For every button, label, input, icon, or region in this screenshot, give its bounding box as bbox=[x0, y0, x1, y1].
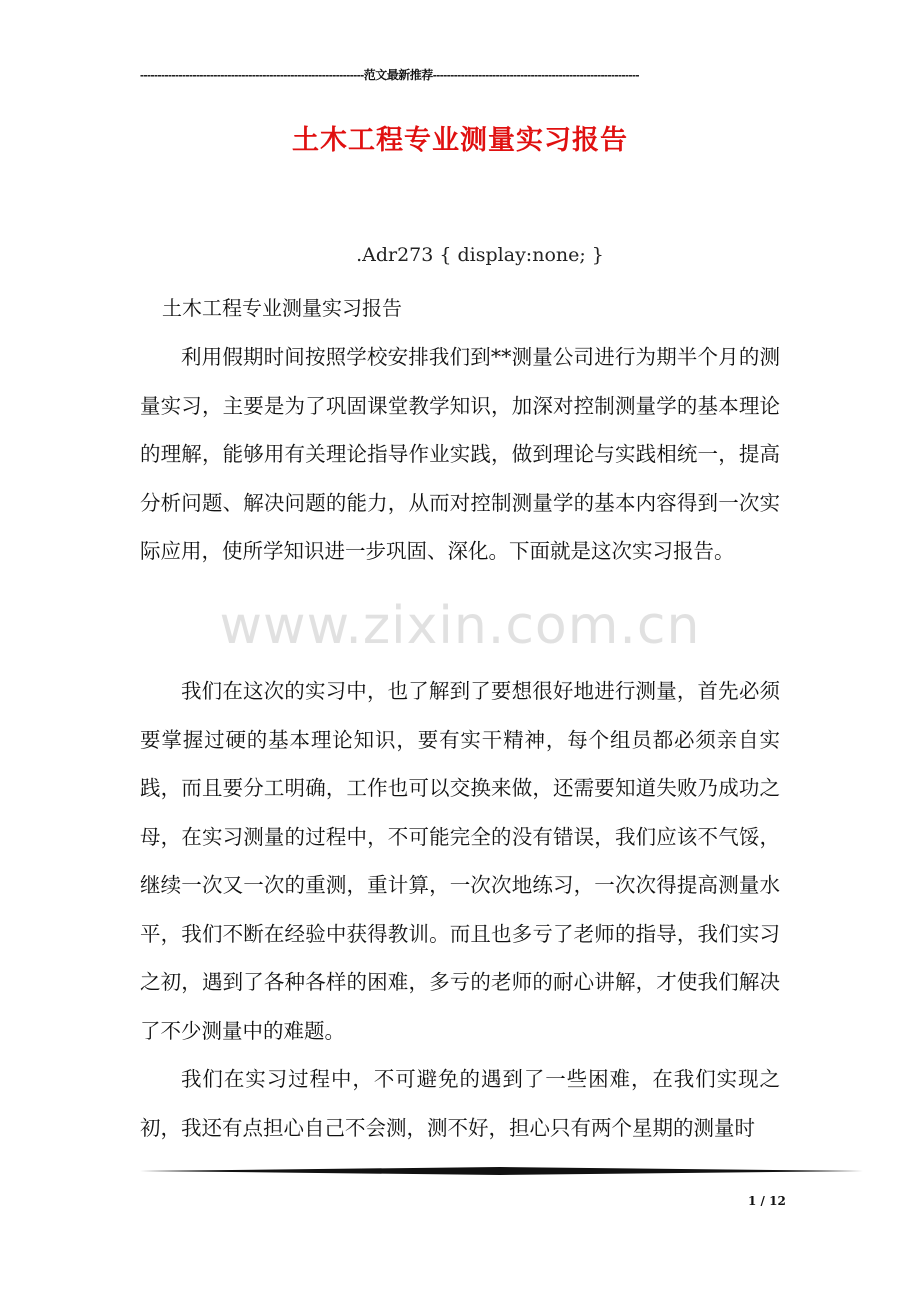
watermark: www.zixin.com.cn bbox=[219, 596, 701, 656]
header-banner: ----------------------------------------------------------------范文最新推荐----------------------------------------------------------- bbox=[140, 68, 640, 82]
paragraph-2: 我们在这次的实习中，也了解到了要想很好地进行测量，首先必须要掌握过硬的基本理论知识，要有实干精神，每个组员都必须亲自实践，而且要分工明确，工作也可以交换来做，还需要知道失败乃成功之母，在实习测量的过程中，不可能完全的没有错误，我们应该不气馁，继续一次又一次的重测，重计算，一次次地练习，一次次得提高测量水平，我们不断在经验中获得教训。而且也多亏了老师的指导，我们实习之初，遇到了各种各样的困难，多亏的老师的耐心讲解，才使我们解决了不少测量中的难题。 bbox=[140, 679, 780, 1043]
document-subtitle: 土木工程专业测量实习报告 bbox=[162, 296, 402, 320]
hidden-css-text: .Adr273 { display:none; } bbox=[356, 244, 604, 266]
document-title: 土木工程专业测量实习报告 bbox=[292, 125, 628, 156]
page-number: 1 / 12 bbox=[748, 1194, 786, 1208]
footer-rule bbox=[140, 1166, 863, 1176]
paragraph-3: 我们在实习过程中，不可避免的遇到了一些困难，在我们实现之初，我还有点担心自己不会测，测不好，担心只有两个星期的测量时 bbox=[140, 1067, 780, 1140]
paragraph-1: 利用假期时间按照学校安排我们到**测量公司进行为期半个月的测量实习，主要是为了巩固课堂教学知识，加深对控制测量学的基本理论的理解，能够用有关理论指导作业实践，做到理论与实践相统一，提高分析问题、解决问题的能力，从而对控制测量学的基本内容得到一次实际应用，使所学知识进一步巩固、深化。下面就是这次实习报告。 bbox=[140, 345, 780, 563]
